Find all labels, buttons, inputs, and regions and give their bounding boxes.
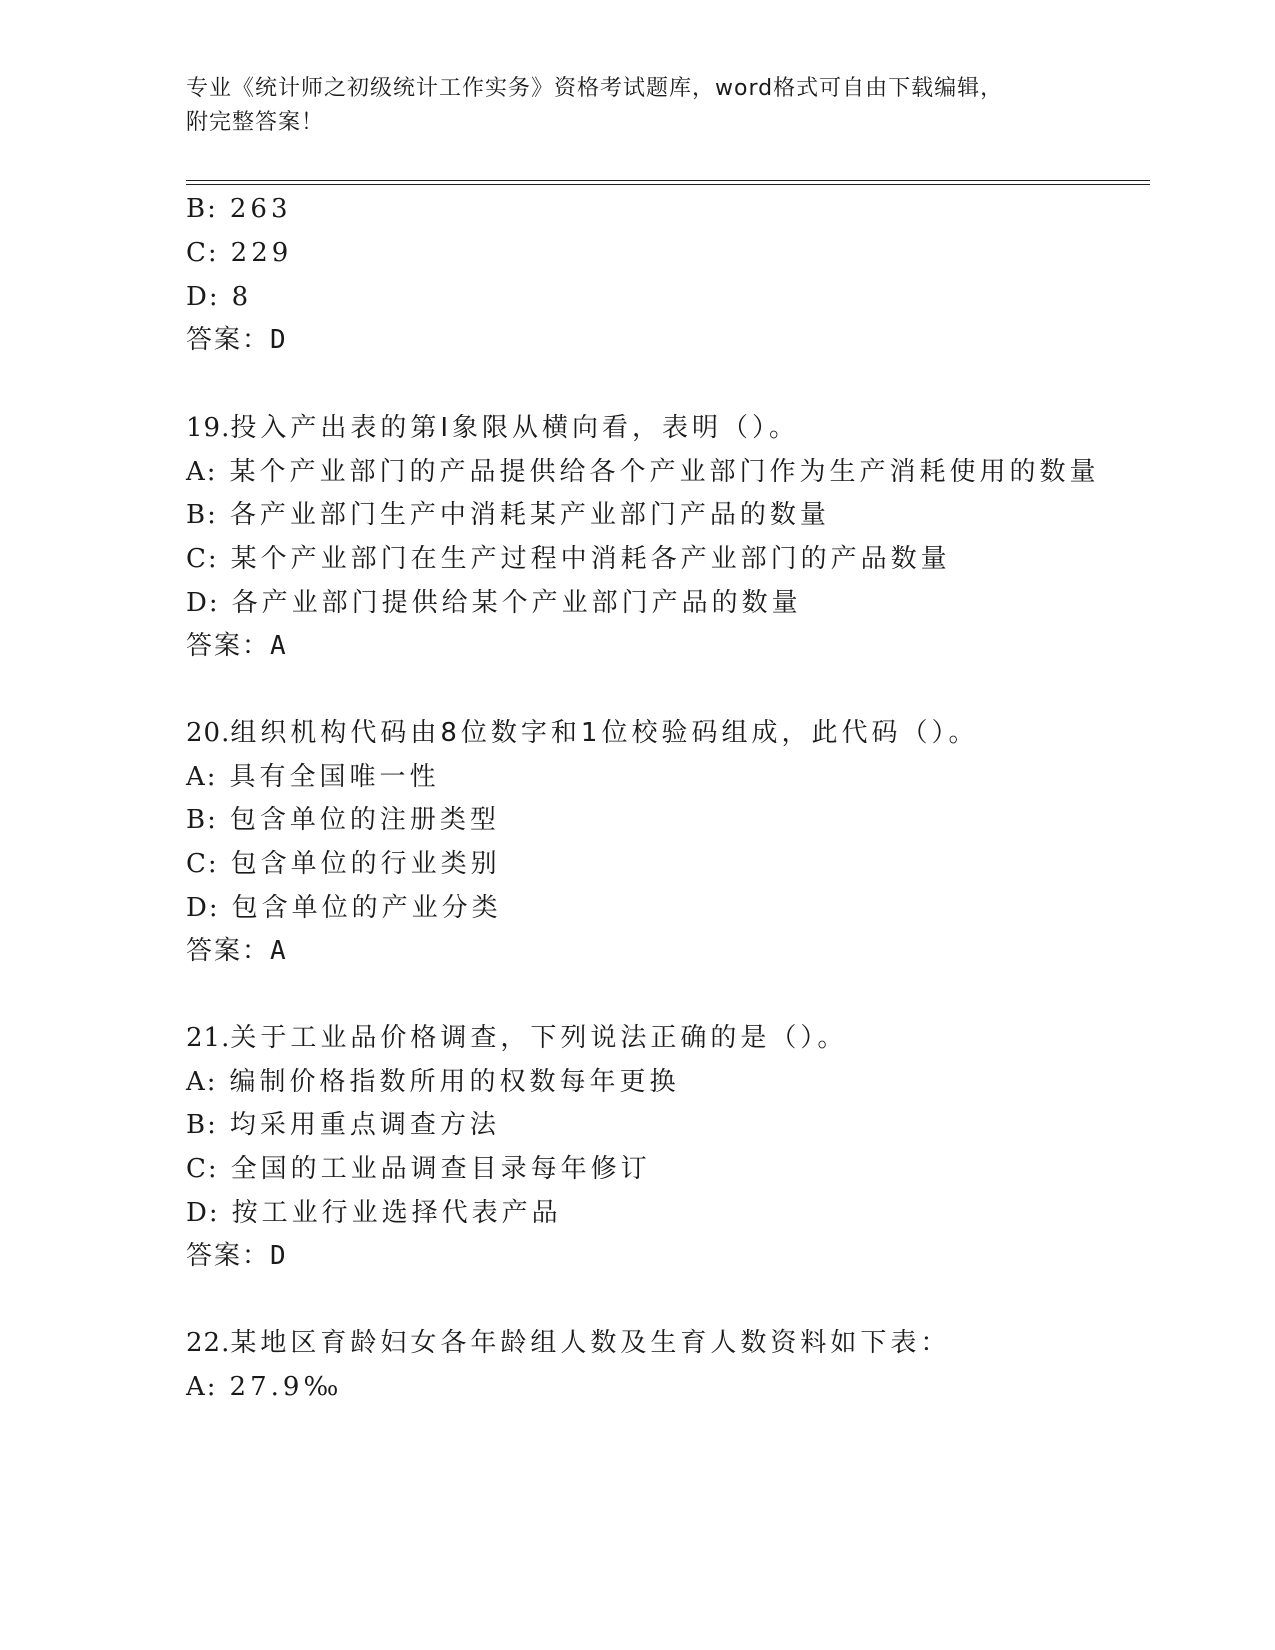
q20-option-d: D: 包含单位的产业分类 [186, 893, 502, 923]
q21-answer: 答案：D [186, 1241, 288, 1271]
q19-option-a: A: 某个产业部门的产品提供给各个产业部门作为生产消耗使用的数量 [186, 457, 1100, 487]
document-header [186, 72, 1086, 140]
q19-option-d: D: 各产业部门提供给某个产业部门产品的数量 [186, 588, 802, 618]
q20-answer: 答案：A [186, 936, 288, 966]
q18-option-b: B: 263 [186, 194, 292, 224]
header-line-1: 专业《统计师之初级统计工作实务》资格考试题库，word格式可自由下载编辑， [186, 76, 1004, 101]
q20-option-a: A: 具有全国唯一性 [186, 762, 440, 792]
q19-answer: 答案：A [186, 631, 288, 661]
header-line-2: 附完整答案！ [186, 110, 325, 135]
q18-option-c: C: 229 [186, 238, 293, 268]
q18-option-d: D: 8 [186, 282, 253, 312]
q21-option-a: A: 编制价格指数所用的权数每年更换 [186, 1067, 680, 1097]
header-rule-top [186, 180, 1150, 181]
header-rule-bottom [186, 184, 1150, 185]
q22-option-a: A: 27.9‰ [186, 1372, 343, 1402]
q22-stem: 22.某地区育龄妇女各年龄组人数及生育人数资料如下表： [186, 1328, 951, 1358]
q19-option-c: C: 某个产业部门在生产过程中消耗各产业部门的产品数量 [186, 544, 951, 574]
q21-option-c: C: 全国的工业品调查目录每年修订 [186, 1154, 651, 1184]
q21-option-d: D: 按工业行业选择代表产品 [186, 1198, 562, 1228]
q19-stem: 19.投入产出表的第Ⅰ象限从横向看，表明（）。 [186, 413, 800, 443]
q21-stem: 21.关于工业品价格调查，下列说法正确的是（）。 [186, 1023, 848, 1053]
q21-option-b: B: 均采用重点调查方法 [186, 1110, 500, 1140]
q20-stem: 20.组织机构代码由8位数字和1位校验码组成，此代码（）。 [186, 718, 979, 748]
q19-option-b: B: 各产业部门生产中消耗某产业部门产品的数量 [186, 500, 830, 530]
q20-option-c: C: 包含单位的行业类别 [186, 849, 501, 879]
q18-answer: 答案：D [186, 325, 288, 355]
q20-option-b: B: 包含单位的注册类型 [186, 805, 500, 835]
